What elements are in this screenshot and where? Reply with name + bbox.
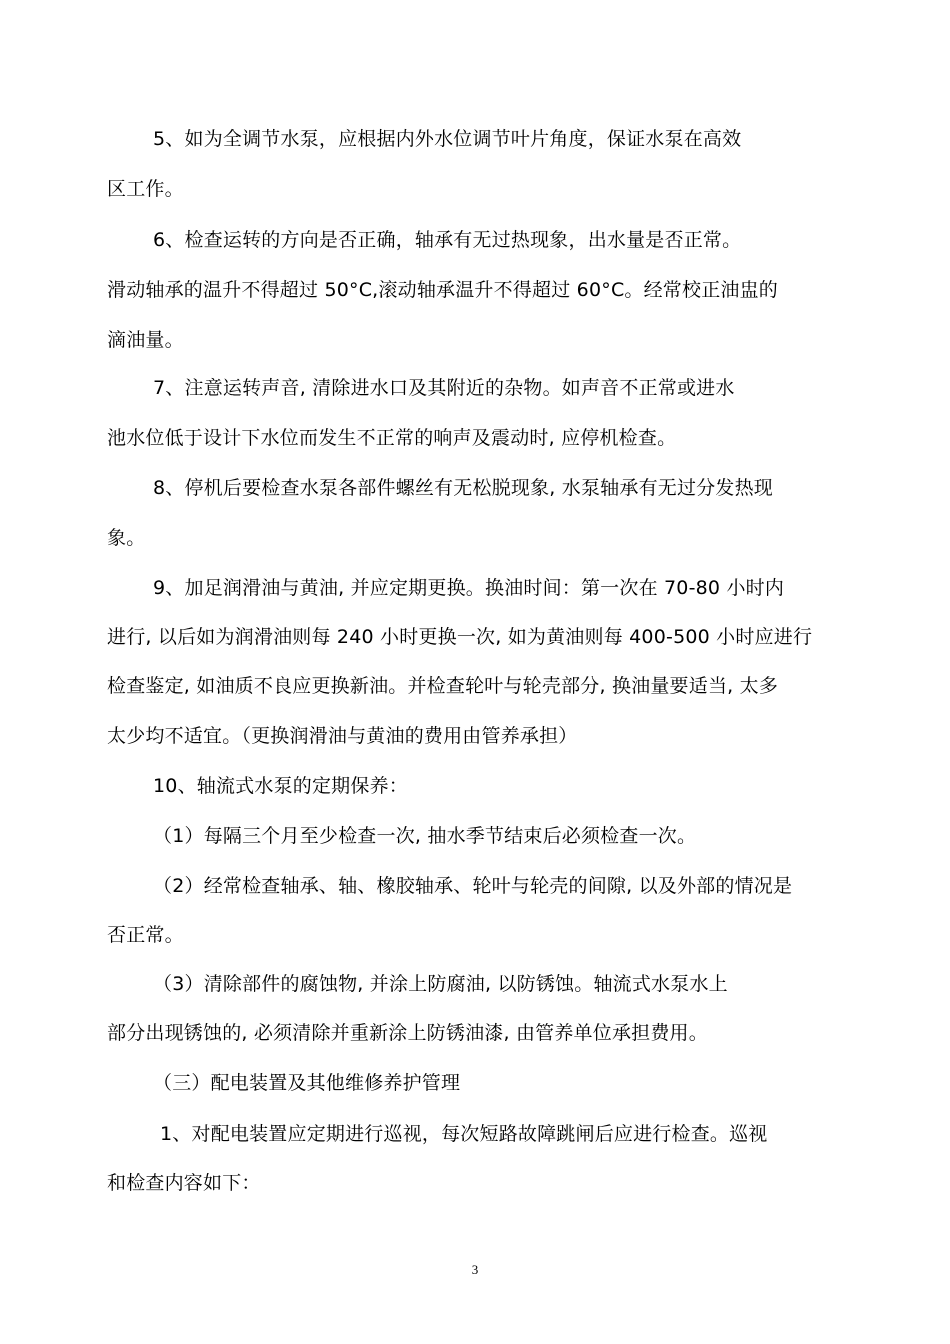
text-line: 滑动轴承的温升不得超过 50°C,滚动轴承温升不得超过 60°C。经常校正油盅的 bbox=[107, 279, 779, 301]
text-line: 9、加足润滑油与黄油, 并应定期更换。换油时间：第一次在 70-80 小时内 bbox=[153, 577, 785, 599]
text-line: 区工作。 bbox=[107, 178, 184, 200]
text-line: 5、如为全调节水泵，应根据内外水位调节叶片角度，保证水泵在高效 bbox=[153, 128, 742, 150]
text-line: 部分出现锈蚀的, 必须清除并重新涂上防锈油漆, 由管养单位承担费用。 bbox=[107, 1022, 708, 1044]
section-heading: （三）配电装置及其他维修养护管理 bbox=[153, 1072, 461, 1094]
text-line: 10、轴流式水泵的定期保养： bbox=[153, 775, 408, 797]
text-line: 进行, 以后如为润滑油则每 240 小时更换一次, 如为黄油则每 400-500 小时应进行 bbox=[107, 626, 813, 648]
text-line: （2）经常检查轴承、轴、橡胶轴承、轮叶与轮壳的间隙, 以及外部的情况是 bbox=[153, 875, 793, 897]
text-line: （3）清除部件的腐蚀物, 并涂上防腐油, 以防锈蚀。轴流式水泵水上 bbox=[153, 973, 728, 995]
text-line: 太少均不适宜。（更换润滑油与黄油的费用由管养承担） bbox=[107, 725, 578, 747]
text-line: 和检查内容如下： bbox=[107, 1172, 261, 1194]
text-line: 8、停机后要检查水泵各部件螺丝有无松脱现象, 水泵轴承有无过分发热现 bbox=[153, 477, 773, 499]
text-line: 1、对配电装置应定期进行巡视，每次短路故障跳闸后应进行检查。巡视 bbox=[160, 1123, 768, 1145]
text-line: 池水位低于设计下水位而发生不正常的响声及震动时, 应停机检查。 bbox=[107, 427, 677, 449]
page-number: 3 bbox=[471, 1262, 479, 1277]
text-line: 滴油量。 bbox=[107, 329, 184, 351]
text-line: 6、检查运转的方向是否正确，轴承有无过热现象，出水量是否正常。 bbox=[153, 229, 742, 251]
text-line: （1）每隔三个月至少检查一次, 抽水季节结束后必须检查一次。 bbox=[153, 825, 697, 847]
text-line: 否正常。 bbox=[107, 924, 184, 946]
text-line: 7、注意运转声音, 清除进水口及其附近的杂物。如声音不正常或进水 bbox=[153, 377, 735, 399]
text-line: 检查鉴定, 如油质不良应更换新油。并检查轮叶与轮壳部分, 换油量要适当, 太多 bbox=[107, 675, 779, 697]
text-line: 象。 bbox=[107, 527, 146, 549]
